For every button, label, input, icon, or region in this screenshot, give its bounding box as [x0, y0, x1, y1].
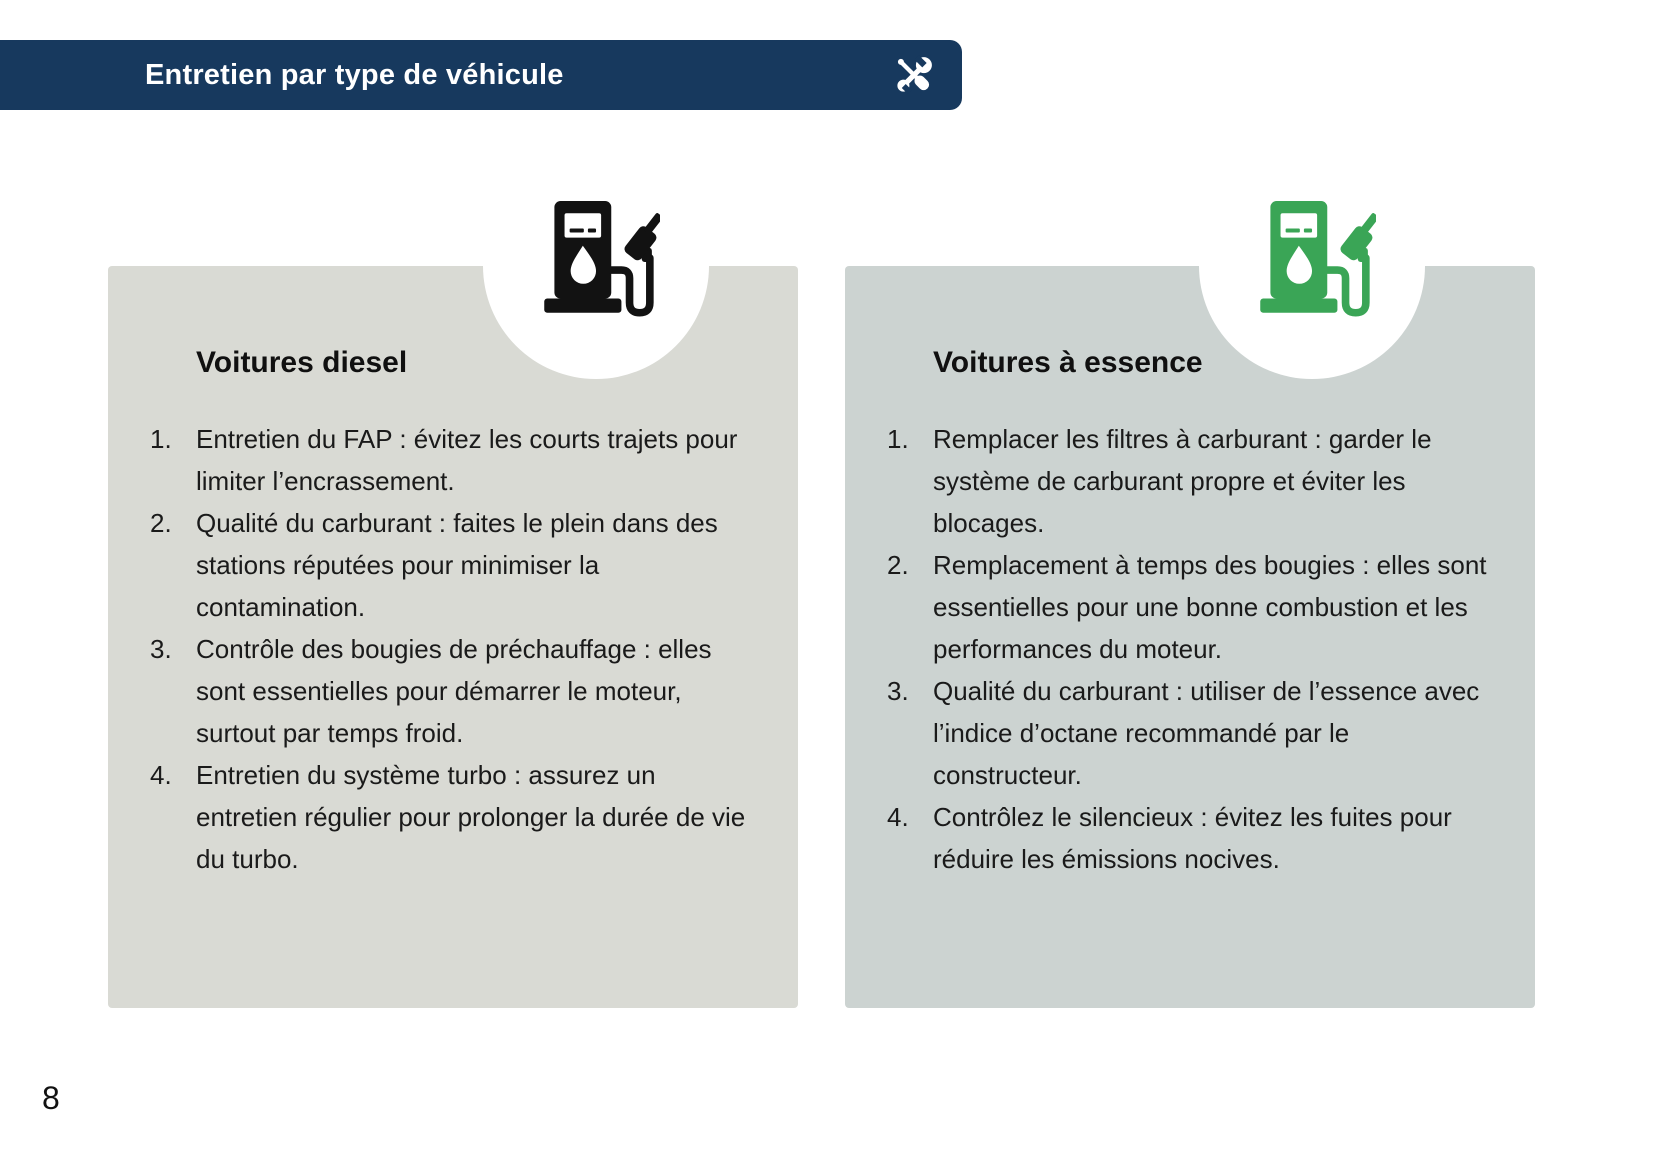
essence-card-title: Voitures à essence — [933, 346, 1203, 379]
list-item-number: 1. — [150, 424, 172, 454]
list-item-text: Contrôle des bougies de préchauffage : elles sont essentielles pour démarrer le moteur, surtout par temps froid. — [196, 634, 712, 748]
list-item-text: Entretien du système turbo : assurez un entretien régulier pour prolonger la durée de vie du turbo. — [196, 760, 746, 874]
list-item-text: Remplacement à temps des bougies : elles sont essentielles pour une bonne combustion et les performances du moteur. — [933, 550, 1487, 664]
list-item — [150, 418, 752, 502]
list-item — [887, 544, 1489, 670]
fuel-pump-icon — [1244, 197, 1376, 329]
list-item-number: 3. — [150, 634, 172, 664]
list-item-number: 4. — [887, 802, 909, 832]
essence-card — [845, 266, 1535, 1008]
list-item-number: 2. — [887, 550, 909, 580]
page-number: 8 — [42, 1080, 60, 1116]
diesel-card — [108, 266, 798, 1008]
list-item-text: Contrôlez le silencieux : évitez les fuites pour réduire les émissions nocives. — [933, 802, 1452, 874]
list-item-number: 1. — [887, 424, 909, 454]
list-item-text: Remplacer les filtres à carburant : garder le système de carburant propre et éviter les blocages. — [933, 424, 1432, 538]
title-bar — [0, 40, 962, 110]
list-item — [887, 796, 1489, 880]
diesel-card-content — [108, 266, 798, 880]
list-item — [887, 418, 1489, 544]
list-item — [887, 670, 1489, 796]
diesel-icon-circle — [483, 153, 709, 379]
diesel-tips-list — [150, 418, 758, 880]
diesel-card-title: Voitures diesel — [196, 346, 408, 379]
list-item-text: Qualité du carburant : faites le plein dans des stations réputées pour minimiser la contamination. — [196, 508, 718, 622]
essence-tips-list — [887, 418, 1495, 880]
list-item — [150, 754, 752, 880]
list-item — [150, 502, 752, 628]
list-item — [150, 628, 752, 754]
list-item-text: Qualité du carburant : utiliser de l’essence avec l’indice d’octane recommandé par le constructeur. — [933, 676, 1480, 790]
essence-icon-circle — [1199, 153, 1425, 379]
page-title: Entretien par type de véhicule — [145, 58, 564, 91]
list-item-number: 3. — [887, 676, 909, 706]
list-item-number: 4. — [150, 760, 172, 790]
tools-icon — [888, 49, 940, 101]
essence-card-content — [845, 266, 1535, 880]
list-item-number: 2. — [150, 508, 172, 538]
fuel-pump-icon — [528, 197, 660, 329]
list-item-text: Entretien du FAP : évitez les courts trajets pour limiter l’encrassement. — [196, 424, 738, 496]
